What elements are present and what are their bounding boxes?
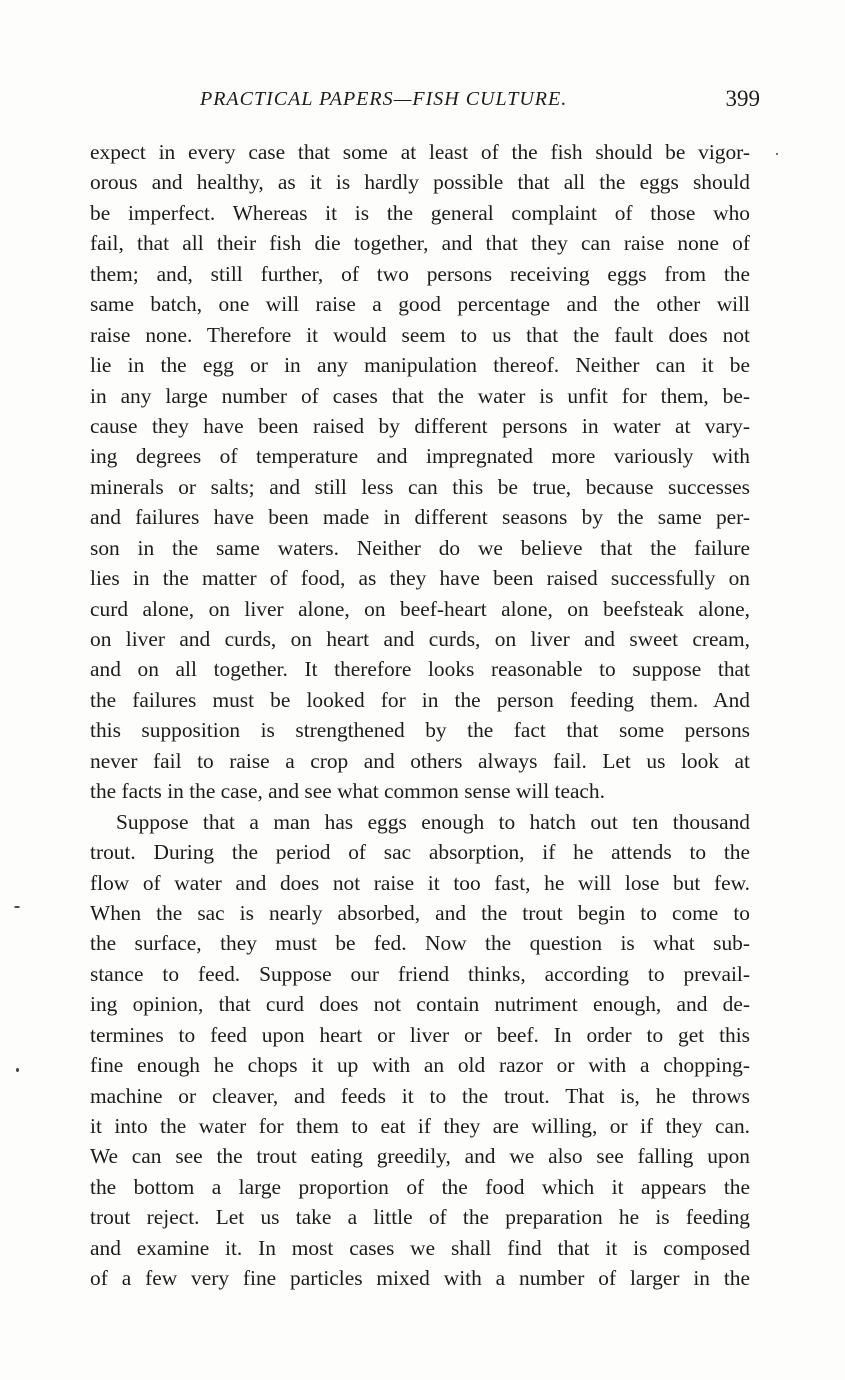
running-head-title: PRACTICAL PAPERS—FISH CULTURE. — [200, 88, 568, 110]
text-line: be imperfect. Whereas it is the general complaint of those who — [90, 200, 750, 225]
text-line: of a few very fine particles mixed with a number of larger in the — [90, 1266, 750, 1291]
text-line: When the sac is nearly absorbed, and the trout begin to come to — [90, 900, 750, 925]
print-speck — [776, 153, 778, 155]
text-line: it into the water for them to eat if they are willing, or if they can. — [90, 1114, 750, 1138]
text-line: the failures must be looked for in the person feeding them. And — [90, 687, 750, 712]
text-line: We can see the trout eating greedily, and we also see falling upon — [90, 1144, 750, 1169]
print-speck — [14, 906, 20, 908]
text-line: the facts in the case, and see what common sense will teach. — [90, 779, 605, 804]
text-line: stance to feed. Suppose our friend thinks, according to prevail- — [90, 961, 750, 986]
paragraph-1 — [90, 137, 750, 807]
text-line: machine or cleaver, and feeds it to the trout. That is, he throws — [90, 1083, 750, 1108]
text-line: raise none. Therefore it would seem to us that the fault does not — [90, 322, 750, 347]
text-line: minerals or salts; and still less can this be true, because successes — [90, 474, 750, 499]
print-speck — [16, 1068, 19, 1072]
text-line: fine enough he chops it up with an old razor or with a chopping- — [90, 1053, 750, 1078]
text-line: curd alone, on liver alone, on beef-heart alone, on beefsteak alone, — [90, 596, 750, 621]
text-line: lie in the egg or in any manipulation thereof. Neither can it be — [90, 353, 750, 378]
paragraph-2 — [90, 807, 750, 1294]
text-line: same batch, one will raise a good percentage and the other will — [90, 292, 750, 317]
text-line: and examine it. In most cases we shall find that it is composed — [90, 1235, 750, 1260]
text-line: trout reject. Let us take a little of the preparation he is feeding — [90, 1205, 750, 1230]
text-line: the surface, they must be fed. Now the question is what sub- — [90, 931, 750, 956]
text-line: ing degrees of temperature and impregnated more variously with — [90, 444, 750, 469]
body-text — [90, 137, 750, 1294]
text-line: fail, that all their fish die together, and that they can raise none of — [90, 231, 750, 256]
text-line: ing opinion, that curd does not contain nutriment enough, and de- — [90, 992, 750, 1017]
text-line: son in the same waters. Neither do we believe that the failure — [90, 535, 750, 560]
running-head — [88, 88, 760, 118]
text-line: never fail to raise a crop and others always fail. Let us look at — [90, 748, 750, 773]
text-line: this supposition is strengthened by the fact that some persons — [90, 718, 750, 743]
page-number: 399 — [725, 86, 760, 111]
text-line: in any large number of cases that the water is unfit for them, be- — [90, 383, 750, 408]
text-line: trout. During the period of sac absorption, if he attends to the — [90, 840, 750, 865]
text-line: cause they have been raised by different persons in water at vary- — [90, 413, 750, 438]
text-line: Suppose that a man has eggs enough to hatch out ten thousand — [116, 809, 750, 834]
text-line: orous and healthy, as it is hardly possible that all the eggs should — [90, 170, 750, 195]
text-line: and failures have been made in different seasons by the same per- — [90, 505, 750, 530]
text-line: lies in the matter of food, as they have been raised successfully on — [90, 566, 750, 591]
text-line: and on all together. It therefore looks reasonable to suppose that — [90, 657, 750, 682]
text-line: termines to feed upon heart or liver or beef. In order to get this — [90, 1022, 750, 1047]
text-line: on liver and curds, on heart and curds, on liver and sweet cream, — [90, 627, 750, 651]
text-line: the bottom a large proportion of the food which it appears the — [90, 1174, 750, 1199]
text-line: expect in every case that some at least of the fish should be vigor- — [90, 140, 750, 164]
text-line: them; and, still further, of two persons receiving eggs from the — [90, 261, 750, 286]
text-line: flow of water and does not raise it too fast, he will lose but few. — [90, 870, 750, 895]
